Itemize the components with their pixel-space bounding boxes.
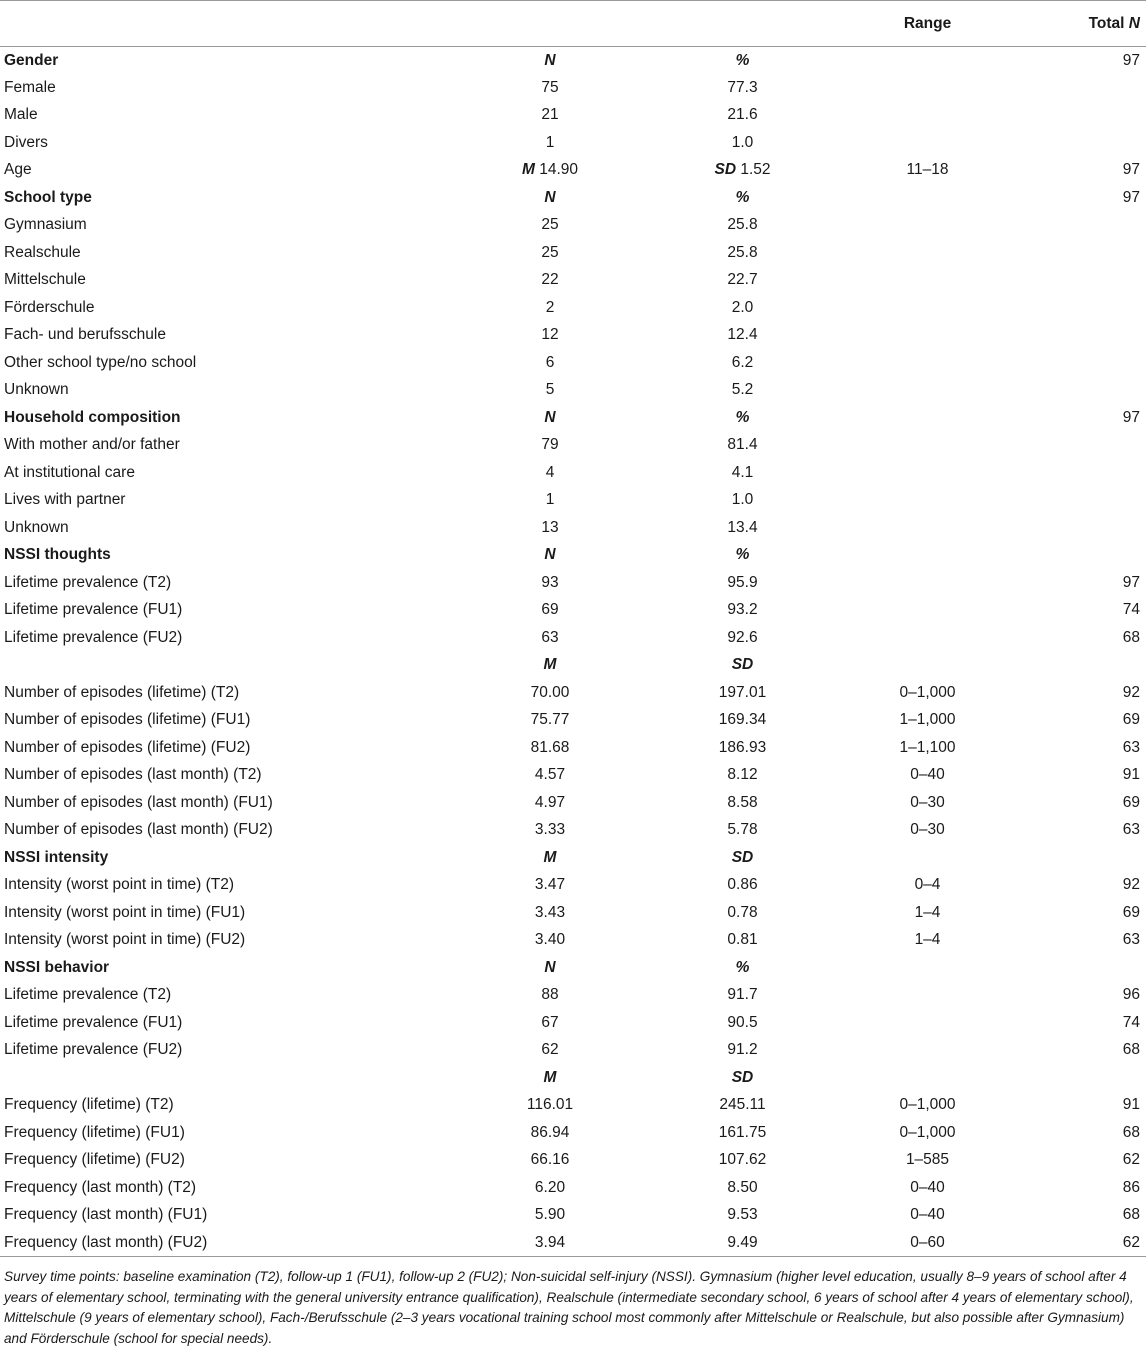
range-cell: 0–30 (910, 793, 945, 811)
table-row (0, 212, 1146, 240)
stat-col1-cell: N (544, 188, 556, 206)
table-row (0, 267, 1146, 295)
range-cell: 0–1,000 (899, 683, 956, 701)
stat-col2-cell: 92.6 (727, 628, 758, 646)
row-label: Lifetime prevalence (FU2) (4, 628, 183, 646)
row-label: Intensity (worst point in time) (T2) (4, 876, 234, 894)
table-row (0, 459, 1146, 487)
row-label: Number of episodes (last month) (FU2) (4, 821, 273, 839)
stat-col2-cell: % (735, 546, 750, 564)
range-cell (815, 1064, 1040, 1092)
total-n-cell: 69 (1122, 793, 1140, 811)
total-n-cell (1040, 459, 1146, 487)
row-label: Fach- und berufsschule (4, 326, 166, 344)
stat-col1-cell: 69 (541, 601, 559, 619)
stat-col1-cell: 3.43 (534, 903, 566, 921)
table-row (0, 129, 1146, 157)
stat-col2-cell: 1.0 (731, 491, 754, 509)
stat-col2-cell: % (735, 958, 750, 976)
stat-col1-cell: 3.47 (534, 876, 566, 894)
table-row (0, 899, 1146, 927)
section-row (0, 954, 1146, 982)
total-n-cell: 97 (1122, 161, 1140, 179)
range-cell: 1–4 (914, 903, 941, 921)
row-label: Number of episodes (last month) (FU1) (4, 793, 273, 811)
stat-col1-cell: 88 (541, 986, 559, 1004)
stat-col1-cell: M (543, 656, 557, 674)
table-row (0, 569, 1146, 597)
row-label: Frequency (lifetime) (T2) (4, 1096, 174, 1114)
stat-col2-cell-value: 1.52 (736, 161, 771, 179)
stat-col1-cell: 22 (541, 271, 559, 289)
total-n-cell (1040, 267, 1146, 295)
stat-col2-cell: 5.78 (727, 821, 758, 839)
stat-col2-cell: 9.49 (670, 1229, 815, 1257)
stat-col2-cell: 0.78 (727, 903, 758, 921)
stat-col2-cell: 197.01 (718, 683, 767, 701)
range-cell (815, 459, 1040, 487)
range-cell (815, 569, 1040, 597)
stat-col1-cell: 86.94 (530, 1123, 570, 1141)
row-label: Unknown (4, 518, 69, 536)
stat-col2-cell (670, 157, 815, 185)
row-label: Female (4, 78, 56, 96)
row-label (0, 652, 430, 680)
stat-col2-cell: 25.8 (727, 243, 758, 261)
row-label: Frequency (last month) (FU2) (0, 1229, 430, 1257)
range-cell (815, 212, 1040, 240)
range-cell (815, 542, 1040, 570)
stat-col2-cell: 6.2 (731, 353, 754, 371)
table-row (0, 102, 1146, 130)
total-n-cell: 68 (1122, 1206, 1140, 1224)
stat-col1-cell: 66.16 (530, 1151, 570, 1169)
total-n-cell: 68 (1122, 1041, 1140, 1059)
row-label: Frequency (last month) (T2) (4, 1178, 197, 1196)
total-n-cell: 86 (1122, 1178, 1140, 1196)
range-cell (815, 129, 1040, 157)
range-cell: 0–40 (910, 1178, 945, 1196)
total-n-cell: 74 (1122, 1013, 1140, 1031)
total-n-cell: 63 (1122, 931, 1140, 949)
stat-col2-cell: SD (731, 848, 754, 866)
total-n-cell (1040, 322, 1146, 350)
table-row (0, 74, 1146, 102)
section-label: NSSI thoughts (4, 546, 111, 564)
row-label: Number of episodes (last month) (T2) (4, 766, 262, 784)
range-cell (815, 294, 1040, 322)
header-range: Range (815, 1, 1040, 47)
stat-col1-cell: 2 (545, 298, 555, 316)
stat-col1-cell: 1 (545, 491, 555, 509)
table-row (0, 349, 1146, 377)
stat-col2-cell: 22.7 (727, 271, 758, 289)
table-row (0, 432, 1146, 460)
range-cell (815, 624, 1040, 652)
range-cell (815, 349, 1040, 377)
table-row (0, 1229, 1146, 1257)
total-n-cell (1040, 652, 1146, 680)
header-blank-m (430, 1, 670, 47)
section-label: Household composition (4, 408, 181, 426)
stat-col1-cell: 6.20 (534, 1178, 566, 1196)
stat-col1-cell: 25 (541, 243, 559, 261)
stat-col1-cell: 1 (545, 133, 555, 151)
stat-col2-cell: 13.4 (727, 518, 758, 536)
total-n-cell: 92 (1122, 683, 1140, 701)
range-cell (815, 1037, 1040, 1065)
table-row (0, 679, 1146, 707)
total-n-cell (1040, 349, 1146, 377)
stat-col1-cell (430, 157, 670, 185)
table-row (0, 1009, 1146, 1037)
row-label: Frequency (last month) (FU1) (4, 1206, 208, 1224)
range-cell (815, 322, 1040, 350)
row-label: Age (4, 161, 32, 179)
stat-col1-cell: 5.90 (534, 1206, 566, 1224)
stat-col1-cell: N (544, 51, 556, 69)
stat-col1-cell: 116.01 (526, 1096, 574, 1114)
section-label: Gender (4, 51, 59, 69)
stat-col2-cell: 8.12 (727, 766, 758, 784)
stat-col1-cell: 79 (541, 436, 559, 454)
range-cell: 0–30 (910, 821, 945, 839)
range-cell: 0–1,000 (899, 1096, 956, 1114)
stat-col1-cell: 62 (541, 1041, 559, 1059)
range-cell: 1–4 (914, 931, 941, 949)
stat-col1-cell: 3.40 (534, 931, 566, 949)
stat-col1-cell: 5 (545, 381, 555, 399)
range-cell: 0–40 (910, 1206, 945, 1224)
row-label: Frequency (lifetime) (FU1) (4, 1123, 185, 1141)
row-label: Intensity (worst point in time) (FU1) (4, 903, 246, 921)
total-n-cell: 63 (1122, 821, 1140, 839)
table-row (0, 789, 1146, 817)
total-n-cell (1040, 74, 1146, 102)
table-header-row (0, 1, 1146, 47)
table-row (0, 294, 1146, 322)
stat-col1-cell: N (544, 408, 556, 426)
section-row (0, 404, 1146, 432)
section-label: NSSI intensity (4, 848, 109, 866)
total-n-cell (1040, 377, 1146, 405)
range-cell: 1–1,000 (899, 711, 956, 729)
row-label: Number of episodes (lifetime) (T2) (4, 683, 240, 701)
table-row (0, 624, 1146, 652)
row-label: Frequency (lifetime) (FU2) (4, 1151, 185, 1169)
stat-col1-cell: 70.00 (530, 683, 570, 701)
range-cell (815, 239, 1040, 267)
stat-col2-cell: 1.0 (731, 133, 754, 151)
row-label: Lifetime prevalence (T2) (4, 573, 172, 591)
table-row (0, 982, 1146, 1010)
stat-col2-cell: 95.9 (727, 573, 758, 591)
stat-col1-cell: M (543, 1068, 557, 1086)
total-n-cell: 62 (1122, 1151, 1140, 1169)
stat-col1-cell-symbol: M (521, 161, 535, 179)
stat-col2-cell: 8.50 (727, 1178, 758, 1196)
stat-col1-cell: N (544, 546, 556, 564)
range-cell (815, 652, 1040, 680)
stat-col2-cell: SD (731, 1068, 754, 1086)
range-cell: 0–40 (910, 766, 945, 784)
stat-col1-cell: 93 (541, 573, 559, 591)
row-label: Lifetime prevalence (FU1) (4, 1013, 183, 1031)
stat-col2-cell: 91.2 (727, 1041, 758, 1059)
range-cell (815, 377, 1040, 405)
section-row (0, 184, 1146, 212)
stat-col1-cell: 13 (541, 518, 559, 536)
stat-col2-cell: 25.8 (727, 216, 758, 234)
range-cell (815, 1009, 1040, 1037)
range-cell (815, 597, 1040, 625)
total-n-cell (1040, 239, 1146, 267)
range-cell (815, 432, 1040, 460)
total-n-cell (1040, 1064, 1146, 1092)
row-label: Divers (4, 133, 48, 151)
stat-col2-cell: 107.62 (718, 1151, 767, 1169)
stat-col2-cell: 81.4 (727, 436, 758, 454)
row-label: Other school type/no school (4, 353, 197, 371)
subheader-row (0, 652, 1146, 680)
total-n-cell (1040, 487, 1146, 515)
row-label: Realschule (4, 243, 81, 261)
stat-col1-cell: N (544, 958, 556, 976)
stat-col1-cell: 21 (541, 106, 559, 124)
total-n-cell: 69 (1122, 903, 1140, 921)
total-n-cell (1040, 432, 1146, 460)
table-row (0, 762, 1146, 790)
row-label: With mother and/or father (4, 436, 180, 454)
total-n-cell (1040, 212, 1146, 240)
stat-col2-cell: 2.0 (731, 298, 754, 316)
total-n-cell (1040, 844, 1146, 872)
row-label: Lifetime prevalence (T2) (4, 986, 172, 1004)
stat-col2-cell: SD (731, 656, 754, 674)
stat-col2-cell: 21.6 (727, 106, 758, 124)
row-label: At institutional care (4, 463, 135, 481)
table-row (0, 157, 1146, 185)
header-blank-sd (670, 1, 815, 47)
stat-col1-cell: 75.77 (530, 711, 570, 729)
table-row (0, 597, 1146, 625)
stat-col1-cell: 81.68 (530, 738, 570, 756)
total-n-cell (1040, 954, 1146, 982)
header-total-prefix: Total (1088, 14, 1129, 32)
stat-col2-cell: % (735, 188, 750, 206)
stat-col2-cell: 12.4 (727, 326, 758, 344)
table-row (0, 1147, 1146, 1175)
stat-col1-cell: 25 (541, 216, 559, 234)
range-cell (815, 74, 1040, 102)
table-row (0, 1092, 1146, 1120)
subheader-row (0, 1064, 1146, 1092)
stat-col2-cell: 0.86 (727, 876, 758, 894)
row-label: Förderschule (4, 298, 95, 316)
row-label (0, 1064, 430, 1092)
section-row (0, 542, 1146, 570)
stat-col1-cell: 3.33 (534, 821, 566, 839)
total-n-cell: 69 (1122, 711, 1140, 729)
range-cell: 0–1,000 (899, 1123, 956, 1141)
stat-col2-cell: 245.11 (719, 1096, 766, 1114)
table-footnote: Survey time points: baseline examination (T2), follow-up 1 (FU1), follow-up 2 (FU2); Non-suicidal self-injury (NSSI). Gymnasium (higher level education, usually 8–9 years of school after 4 years of elementary school, terminating with the general university entrance qualification), Realschule (intermediate secondary school, 6 years of school after 4 years of elementary school), Mittelschule (9 years of elementary school), Fach-/Berufsschule (2–3 years vocational training school most commonly after Mittelschule or Realschule, but also possible after Gymnasium) and Förderschule (school for special needs). (4, 1269, 1134, 1346)
total-n-cell: 92 (1122, 876, 1140, 894)
section-label: School type (4, 188, 92, 206)
table-row (0, 1037, 1146, 1065)
section-row (0, 47, 1146, 75)
stat-col2-cell: 169.34 (718, 711, 767, 729)
table-row (0, 514, 1146, 542)
table-row (0, 1119, 1146, 1147)
stat-col1-cell: 75 (541, 78, 559, 96)
range-cell: 1–1,100 (899, 738, 956, 756)
range-cell (815, 487, 1040, 515)
total-n-cell (1040, 294, 1146, 322)
total-n-cell: 91 (1122, 766, 1140, 784)
total-n-cell (1040, 129, 1146, 157)
total-n-cell: 96 (1122, 986, 1140, 1004)
range-cell: 0–60 (815, 1229, 1040, 1257)
table-row (0, 239, 1146, 267)
row-label: Lifetime prevalence (FU2) (4, 1041, 183, 1059)
table-row (0, 1174, 1146, 1202)
range-cell (815, 514, 1040, 542)
table-row (0, 377, 1146, 405)
row-label: Male (4, 106, 38, 124)
stat-col2-cell: 91.7 (727, 986, 758, 1004)
stat-col2-cell: 186.93 (718, 738, 767, 756)
range-cell (815, 47, 1040, 75)
range-cell (815, 954, 1040, 982)
stat-col1-cell: 3.94 (430, 1229, 670, 1257)
row-label: Unknown (4, 381, 69, 399)
total-n-cell: 91 (1122, 1096, 1140, 1114)
header-blank-label (0, 1, 430, 47)
table-row (0, 872, 1146, 900)
table-row (0, 927, 1146, 955)
total-n-cell (1040, 102, 1146, 130)
section-label: NSSI behavior (4, 958, 110, 976)
table-row (0, 1202, 1146, 1230)
total-n-cell: 97 (1122, 573, 1140, 591)
table-row (0, 817, 1146, 845)
range-cell (815, 844, 1040, 872)
range-cell (815, 404, 1040, 432)
row-label: Gymnasium (4, 216, 87, 234)
stat-col2-cell: % (735, 51, 750, 69)
stat-col2-cell: % (735, 408, 750, 426)
table-row (0, 487, 1146, 515)
total-n-cell (1040, 542, 1146, 570)
table-row (0, 707, 1146, 735)
total-n-cell: 63 (1122, 738, 1140, 756)
row-label: Mittelschule (4, 271, 86, 289)
range-cell (815, 102, 1040, 130)
stat-col2-cell-symbol: SD (714, 161, 737, 179)
stat-col1-cell: 4 (545, 463, 555, 481)
stat-col1-cell: 67 (541, 1013, 559, 1031)
stat-col2-cell: 4.1 (731, 463, 754, 481)
row-label: Lives with partner (4, 491, 126, 509)
total-n-cell: 62 (1040, 1229, 1146, 1257)
total-n-cell: 74 (1122, 601, 1140, 619)
range-cell (815, 982, 1040, 1010)
total-n-cell: 97 (1122, 408, 1140, 426)
stat-col2-cell: 77.3 (727, 78, 758, 96)
total-n-cell: 68 (1122, 628, 1140, 646)
stat-col2-cell: 161.75 (718, 1123, 767, 1141)
stat-col1-cell: 12 (541, 326, 559, 344)
stat-col2-cell: 0.81 (727, 931, 758, 949)
stat-col1-cell: 63 (541, 628, 559, 646)
stat-col2-cell: 8.58 (727, 793, 758, 811)
row-label: Intensity (worst point in time) (FU2) (4, 931, 246, 949)
stat-col2-cell: 9.53 (727, 1206, 758, 1224)
stat-col2-cell: 90.5 (727, 1013, 758, 1031)
total-n-cell: 97 (1122, 188, 1140, 206)
stat-col2-cell: 93.2 (727, 601, 758, 619)
header-total-n: N (1128, 14, 1140, 32)
range-cell: 1–585 (905, 1151, 950, 1169)
stat-col2-cell: 5.2 (731, 381, 754, 399)
row-label: Number of episodes (lifetime) (FU2) (4, 738, 251, 756)
stat-col1-cell: 6 (545, 353, 555, 371)
stat-col1-cell: M (543, 848, 557, 866)
header-total (1040, 1, 1146, 47)
range-cell: 11–18 (906, 161, 949, 179)
range-cell: 0–4 (914, 876, 941, 894)
table-body (0, 47, 1146, 1257)
row-label: Number of episodes (lifetime) (FU1) (4, 711, 251, 729)
stat-col1-cell: 4.57 (534, 766, 566, 784)
table-row (0, 734, 1146, 762)
range-cell (815, 267, 1040, 295)
total-n-cell: 68 (1122, 1123, 1140, 1141)
section-row (0, 844, 1146, 872)
total-n-cell (1040, 514, 1146, 542)
total-n-cell: 97 (1122, 51, 1140, 69)
table-row (0, 322, 1146, 350)
range-cell (815, 184, 1040, 212)
row-label: Lifetime prevalence (FU1) (4, 601, 183, 619)
stat-col1-cell: 4.97 (534, 793, 566, 811)
stat-col1-cell-value: 14.90 (534, 161, 579, 179)
